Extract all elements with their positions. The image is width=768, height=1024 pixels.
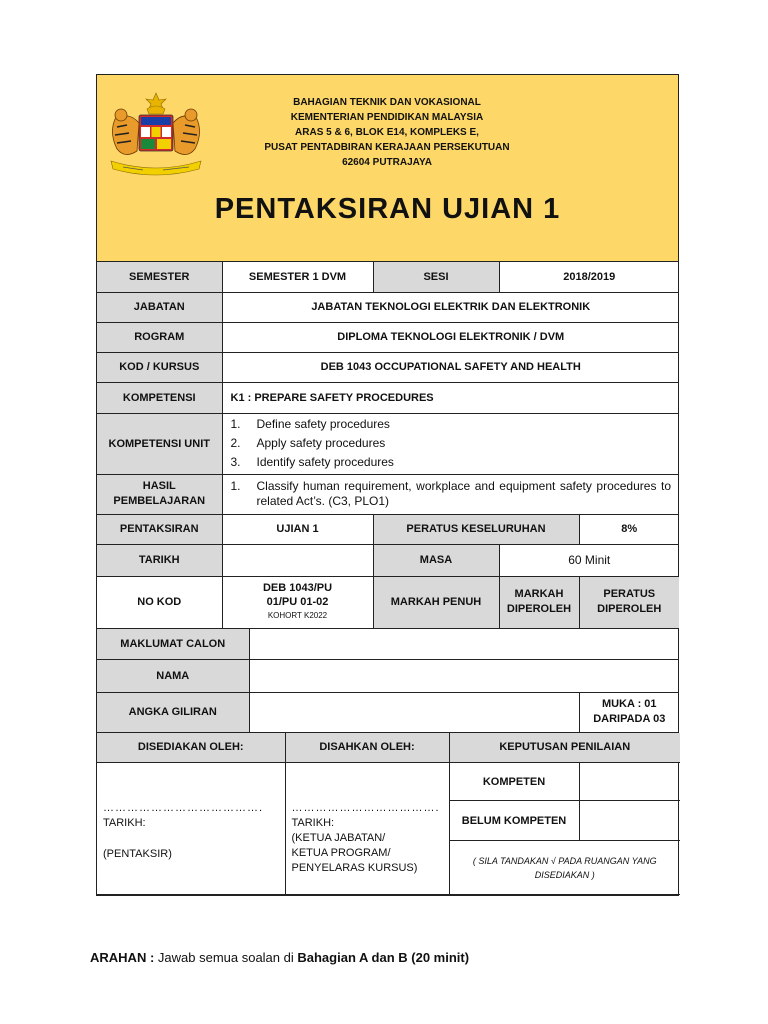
- jabatan-value: JABATAN TEKNOLOGI ELEKTRIK DAN ELEKTRONIK: [222, 292, 679, 322]
- peratus-diperoleh-label: [579, 576, 679, 628]
- pentaksiran-label: PENTAKSIRAN: [97, 514, 222, 544]
- kompetensi-value: K1 : PREPARE SAFETY PROCEDURES: [222, 382, 679, 413]
- kompeten-label: KOMPETEN: [449, 763, 579, 801]
- no-kod-row: [97, 576, 679, 628]
- masa-value: 60 Minit: [499, 544, 679, 576]
- tick-instruction: [449, 841, 680, 895]
- tick-instruction-line: ( SILA TANDAKAN √ PADA RUANGAN YANG: [472, 855, 657, 866]
- assessment-cover-sheet: [96, 74, 679, 896]
- maklumat-calon-row: [97, 628, 679, 659]
- address-line: PUSAT PENTADBIRAN KERAJAAN PERSEKUTUAN: [264, 142, 510, 153]
- sesi-value: 2018/2019: [499, 262, 679, 292]
- header-panel: [97, 75, 678, 262]
- approved-by-signature: [285, 763, 449, 895]
- instructions: [90, 950, 469, 965]
- pentaksiran-value: UJIAN 1: [222, 514, 373, 544]
- no-kod-line: DEB 1043/PU: [262, 582, 333, 594]
- hasil-pembelajaran-row: [97, 474, 679, 514]
- signature-table: [97, 733, 680, 896]
- nama-label: NAMA: [97, 659, 249, 692]
- kompetensi-unit-list: [231, 415, 676, 472]
- sesi-label: SESI: [373, 262, 499, 292]
- masa-label: MASA: [373, 544, 499, 576]
- list-item-number: 1.: [230, 417, 241, 431]
- page-number-line: DARIPADA 03: [593, 713, 666, 725]
- markah-diperoleh-label: [499, 576, 579, 628]
- jabatan-label: JABATAN: [97, 292, 222, 322]
- list-item-number: 3.: [230, 455, 241, 469]
- nama-row: [97, 659, 679, 692]
- instructions-label: ARAHAN :: [90, 950, 155, 965]
- semester-row: [97, 262, 679, 292]
- no-kod-line: 01/PU 01-02: [266, 596, 329, 608]
- hasil-pembelajaran-label: [97, 474, 222, 514]
- disahkan-label: DISAHKAN OLEH:: [285, 733, 449, 763]
- list-item-text: Apply safety procedures: [256, 436, 386, 450]
- belum-kompeten-label: BELUM KOMPETEN: [449, 801, 579, 841]
- kod-kursus-label: KOD / KURSUS: [97, 352, 222, 382]
- hasil-label-line: PEMBELAJARAN: [113, 495, 206, 507]
- signature-line: ………………………………….: [103, 802, 264, 814]
- address-line: KEMENTERIAN PENDIDIKAN MALAYSIA: [290, 112, 484, 123]
- markah-penuh-label: MARKAH PENUH: [373, 576, 499, 628]
- no-kod-value: [222, 576, 373, 628]
- kod-kursus-value: DEB 1043 OCCUPATIONAL SAFETY AND HEALTH: [222, 352, 679, 382]
- markah-diperoleh-line: DIPEROLEH: [506, 603, 572, 615]
- instructions-time: (20 minit): [407, 950, 470, 965]
- kompetensi-unit-row: [97, 413, 679, 474]
- kompetensi-unit-list-cell: [222, 413, 679, 474]
- ministry-address: [237, 95, 537, 170]
- learning-outcome-text: Classify human requirement, workplace and equipment safety procedures to related Act’s. (C3, PLO1): [256, 479, 671, 508]
- learning-outcome-number: 1.: [230, 479, 241, 493]
- jabatan-row: [97, 292, 679, 322]
- program-row: [97, 322, 679, 352]
- list-item-text: Identify safety procedures: [256, 455, 394, 469]
- kompeten-checkbox[interactable]: [579, 763, 680, 801]
- list-item: [231, 415, 676, 434]
- kompeten-row: [97, 763, 680, 801]
- signature-tarikh: TARIKH:: [103, 817, 146, 829]
- peratus-diperoleh-line: DIPEROLEH: [597, 603, 662, 615]
- page-number-line: MUKA : 01: [601, 698, 657, 710]
- maklumat-calon-label: MAKLUMAT CALON: [97, 628, 249, 659]
- angka-giliran-row: [97, 692, 679, 732]
- list-item: [231, 453, 676, 472]
- page-title: PENTAKSIRAN UJIAN 1: [214, 193, 561, 225]
- tick-instruction-line: DISEDIAKAN ): [534, 869, 595, 880]
- program-value: DIPLOMA TEKNOLOGI ELEKTRONIK / DVM: [222, 322, 679, 352]
- signature-role: (PENTAKSIR): [103, 848, 172, 860]
- maklumat-calon-field[interactable]: [249, 628, 679, 659]
- list-item-number: 2.: [230, 436, 241, 450]
- kod-kursus-row: [97, 352, 679, 382]
- prepared-by-signature: [97, 763, 285, 895]
- signature-role: PENYELARAS KURSUS): [291, 862, 418, 874]
- pentaksiran-row: [97, 514, 679, 544]
- peratus-diperoleh-line: PERATUS: [603, 588, 656, 600]
- course-info-table: [97, 262, 679, 733]
- signature-role: (KETUA JABATAN/: [291, 832, 386, 844]
- signature-tarikh: TARIKH:: [291, 817, 335, 829]
- markah-diperoleh-line: MARKAH: [514, 588, 564, 600]
- hasil-pembelajaran-value: [222, 474, 679, 514]
- address-line: 62604 PUTRAJAYA: [342, 157, 432, 168]
- instructions-sections: Bahagian A dan B: [297, 950, 408, 965]
- learning-outcome: [231, 479, 672, 509]
- list-item-text: Define safety procedures: [256, 417, 390, 431]
- tarikh-row: [97, 544, 679, 576]
- address-line: BAHAGIAN TEKNIK DAN VOKASIONAL: [293, 97, 481, 108]
- disediakan-label: DISEDIAKAN OLEH:: [97, 733, 285, 763]
- hasil-label-line: HASIL: [142, 480, 176, 492]
- semester-label: SEMESTER: [97, 262, 222, 292]
- angka-giliran-field[interactable]: [249, 692, 579, 732]
- signature-line: ……………………………….: [291, 802, 440, 814]
- malaysia-coat-of-arms-logo: [103, 91, 209, 179]
- keputusan-label: KEPUTUSAN PENILAIAN: [449, 733, 680, 763]
- tarikh-label: TARIKH: [97, 544, 222, 576]
- belum-kompeten-checkbox[interactable]: [579, 801, 680, 841]
- tarikh-field[interactable]: [222, 544, 373, 576]
- nama-field[interactable]: [249, 659, 679, 692]
- address-line: ARAS 5 & 6, BLOK E14, KOMPLEKS E,: [295, 127, 479, 138]
- peratus-keseluruhan-label: PERATUS KESELURUHAN: [373, 514, 579, 544]
- semester-value: SEMESTER 1 DVM: [222, 262, 373, 292]
- kompetensi-unit-label: KOMPETENSI UNIT: [97, 413, 222, 474]
- signature-role: KETUA PROGRAM/: [291, 847, 391, 859]
- kompetensi-row: [97, 382, 679, 413]
- angka-giliran-label: ANGKA GILIRAN: [97, 692, 249, 732]
- list-item: [231, 434, 676, 453]
- no-kod-label: NO KOD: [97, 576, 222, 628]
- peratus-keseluruhan-value: 8%: [579, 514, 679, 544]
- page-number: [579, 692, 679, 732]
- signature-header-row: [97, 733, 680, 763]
- kompetensi-label: KOMPETENSI: [97, 382, 222, 413]
- program-label: ROGRAM: [97, 322, 222, 352]
- kohort-label: KOHORT K2022: [267, 611, 328, 620]
- instructions-text: Jawab semua soalan di: [154, 950, 298, 965]
